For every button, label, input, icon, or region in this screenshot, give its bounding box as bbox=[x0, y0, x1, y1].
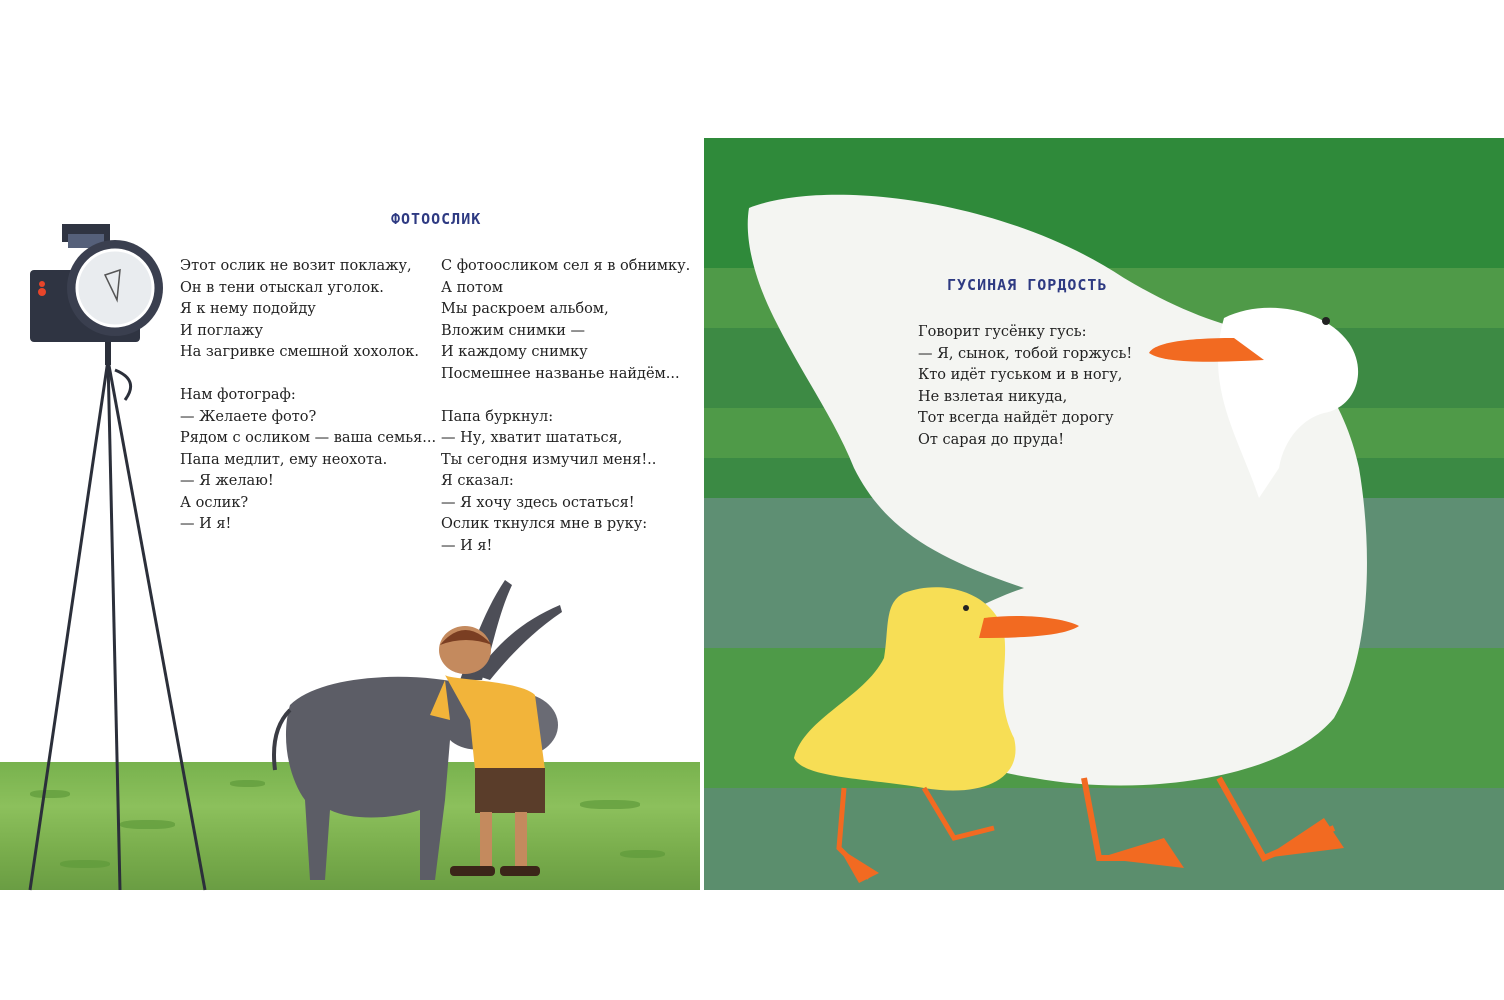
poem-line: — И я! bbox=[441, 537, 493, 554]
poem-line: Вложим снимки — bbox=[441, 322, 586, 339]
poem-line: На загривке смешной хохолок. bbox=[180, 344, 419, 360]
poem-line: — И я! bbox=[180, 516, 232, 532]
poem-line: Посмешнее названье найдём... bbox=[441, 365, 680, 382]
camera-body bbox=[30, 224, 163, 342]
grass-stroke bbox=[580, 800, 640, 809]
left-page bbox=[0, 0, 700, 1000]
poem-line: Кто идёт гуськом и в ногу, bbox=[918, 367, 1123, 383]
stanza-gap bbox=[180, 364, 436, 386]
poem-line: Мы раскроем альбом, bbox=[441, 301, 609, 317]
poem-line: Говорит гусёнку гусь: bbox=[918, 324, 1087, 340]
poem-line: — Желаете фото? bbox=[180, 408, 317, 425]
poem-line: Папа медлит, ему неохота. bbox=[180, 451, 388, 468]
poem-line: Этот ослик не возит поклажу, bbox=[180, 258, 412, 274]
poem-line: Он в тени отыскал уголок. bbox=[180, 279, 384, 296]
goose-feet bbox=[1084, 778, 1344, 868]
poem-line: — Я, сынок, тобой горжусь! bbox=[918, 345, 1133, 362]
tripod-legs bbox=[30, 340, 205, 890]
poem-line: А ослик? bbox=[180, 494, 249, 511]
poem-line: Я к нему подойду bbox=[180, 301, 316, 317]
poem-line: И поглажу bbox=[180, 322, 263, 339]
gosling-feet bbox=[839, 788, 994, 883]
poem-line: Тот всегда найдёт дорогу bbox=[918, 410, 1114, 426]
poem-line: Не взлетая никуда, bbox=[918, 388, 1068, 405]
poem-line: От сарая до пруда! bbox=[918, 431, 1065, 448]
boy bbox=[420, 620, 560, 880]
poem-line: Я сказал: bbox=[441, 473, 514, 489]
goose-and-gosling bbox=[704, 138, 1504, 890]
poem-line: И каждому снимку bbox=[441, 344, 588, 360]
poem-column-2 bbox=[441, 256, 690, 557]
poem-line: С фотоосликом сел я в обнимку. bbox=[441, 258, 691, 274]
poem-column-1 bbox=[180, 256, 436, 536]
poem-line: А потом bbox=[441, 279, 504, 296]
poem-title-gusinaya-gordost: ГУСИНАЯ ГОРДОСТЬ bbox=[947, 276, 1108, 294]
poem-line: Папа буркнул: bbox=[441, 408, 554, 425]
grass-stroke bbox=[620, 850, 665, 858]
poem-goose bbox=[918, 322, 1132, 451]
poem-title-fotooslik: ФОТООСЛИК bbox=[391, 210, 482, 228]
poem-line: Ослик ткнулся мне в руку: bbox=[441, 516, 648, 532]
poem-line: — Ну, хватит шататься, bbox=[441, 430, 623, 446]
poem-line: — Я желаю! bbox=[180, 473, 274, 489]
stanza-gap bbox=[441, 385, 690, 407]
poem-line: Рядом с осликом — ваша семья... bbox=[180, 430, 437, 446]
poem-line: Нам фотограф: bbox=[180, 387, 296, 403]
poem-line: Ты сегодня измучил меня!.. bbox=[441, 451, 657, 468]
poem-line: — Я хочу здесь остаться! bbox=[441, 494, 635, 511]
